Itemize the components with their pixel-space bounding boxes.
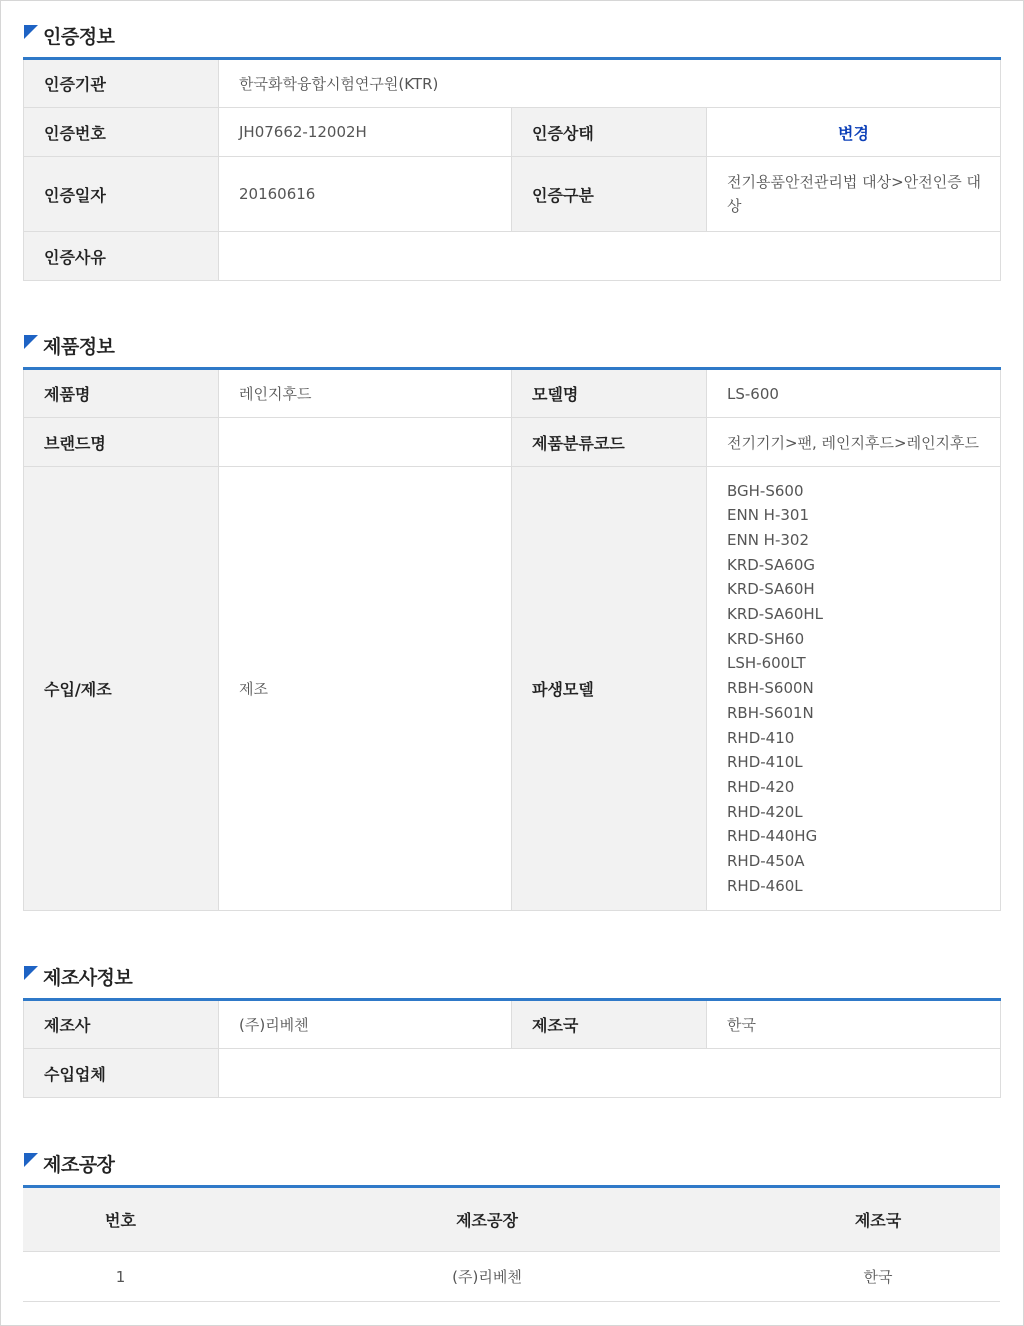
factory-row-no: 1 — [23, 1252, 218, 1302]
factory-row-name: (주)리베첸 — [218, 1252, 756, 1302]
maker-country-label: 제조국 — [512, 1000, 707, 1049]
table-row — [24, 1000, 1001, 1049]
product-model-value: LS-600 — [707, 369, 1001, 418]
section-marker-icon — [24, 335, 38, 349]
list-item: RHD-410L — [727, 753, 803, 772]
list-item: RHD-450A — [727, 852, 805, 871]
factory-header-country: 제조국 — [756, 1187, 1000, 1252]
factory-header-name: 제조공장 — [218, 1187, 756, 1252]
cert-date-label: 인증일자 — [24, 157, 219, 232]
product-table — [23, 367, 1001, 911]
cert-section-title: 인증정보 — [24, 22, 114, 48]
table-row — [24, 108, 1001, 157]
product-name-value: 레인지후드 — [219, 369, 512, 418]
cert-org-label: 인증기관 — [24, 59, 219, 108]
list-item: RHD-440HG — [727, 827, 818, 846]
section-marker-icon — [24, 966, 38, 980]
cert-org-value: 한국화학융합시험연구원(KTR) — [219, 59, 1001, 108]
cert-reason-label: 인증사유 — [24, 232, 219, 281]
product-name-label: 제품명 — [24, 369, 219, 418]
factory-table — [23, 1185, 1000, 1302]
list-item: KRD-SH60 — [727, 629, 805, 648]
maker-section-title: 제조사정보 — [24, 963, 132, 989]
cert-date-value: 20160616 — [219, 157, 512, 232]
factory-header-no: 번호 — [23, 1187, 218, 1252]
maker-table — [23, 998, 1001, 1098]
table-row — [24, 157, 1001, 232]
derived-model-list — [707, 467, 1001, 911]
section-marker-icon — [24, 1153, 38, 1167]
list-item: KRD-SA60HL — [727, 605, 824, 624]
list-item: RBH-S601N — [727, 703, 814, 722]
list-item: RHD-410 — [727, 728, 795, 747]
maker-value: (주)리베첸 — [219, 1000, 512, 1049]
section-marker-icon — [24, 25, 38, 39]
cert-type-value: 전기용품안전관리법 대상>안전인증 대상 — [707, 157, 1001, 232]
cert-num-value: JH07662-12002H — [219, 108, 512, 157]
product-import-label: 수입/제조 — [24, 467, 219, 911]
product-brand-value — [219, 418, 512, 467]
list-item: KRD-SA60H — [727, 580, 815, 599]
list-item: ENN H-301 — [727, 506, 810, 525]
product-import-value: 제조 — [219, 467, 512, 911]
cert-reason-value — [219, 232, 1001, 281]
cert-num-label: 인증번호 — [24, 108, 219, 157]
table-row — [24, 418, 1001, 467]
list-item: ENN H-302 — [727, 530, 810, 549]
factory-row-country: 한국 — [756, 1252, 1000, 1302]
table-row — [23, 1252, 1000, 1302]
importer-value — [219, 1049, 1001, 1098]
maker-label: 제조사 — [24, 1000, 219, 1049]
factory-section-title: 제조공장 — [24, 1150, 114, 1176]
table-row — [24, 1049, 1001, 1098]
table-row — [24, 369, 1001, 418]
table-header-row — [23, 1187, 1000, 1252]
list-item: RBH-S600N — [727, 679, 814, 698]
cert-status-value: 변경 — [838, 123, 869, 143]
product-class-label: 제품분류코드 — [512, 418, 707, 467]
product-section-title: 제품정보 — [24, 332, 114, 358]
cert-status-label: 인증상태 — [512, 108, 707, 157]
table-row — [24, 232, 1001, 281]
list-item: BGH-S600 — [727, 481, 804, 500]
importer-label: 수입업체 — [24, 1049, 219, 1098]
cert-table — [23, 57, 1001, 281]
product-model-label: 모델명 — [512, 369, 707, 418]
list-item: RHD-420L — [727, 802, 803, 821]
list-item: KRD-SA60G — [727, 555, 815, 574]
product-class-value: 전기기기>팬, 레인지후드>레인지후드 — [707, 418, 1001, 467]
list-item: RHD-420 — [727, 777, 795, 796]
table-row — [24, 467, 1001, 911]
list-item: LSH-600LT — [727, 654, 806, 673]
table-row — [24, 59, 1001, 108]
list-item: RHD-460L — [727, 876, 803, 895]
cert-type-label: 인증구분 — [512, 157, 707, 232]
product-derived-label: 파생모델 — [512, 467, 707, 911]
maker-country-value: 한국 — [707, 1000, 1001, 1049]
product-brand-label: 브랜드명 — [24, 418, 219, 467]
